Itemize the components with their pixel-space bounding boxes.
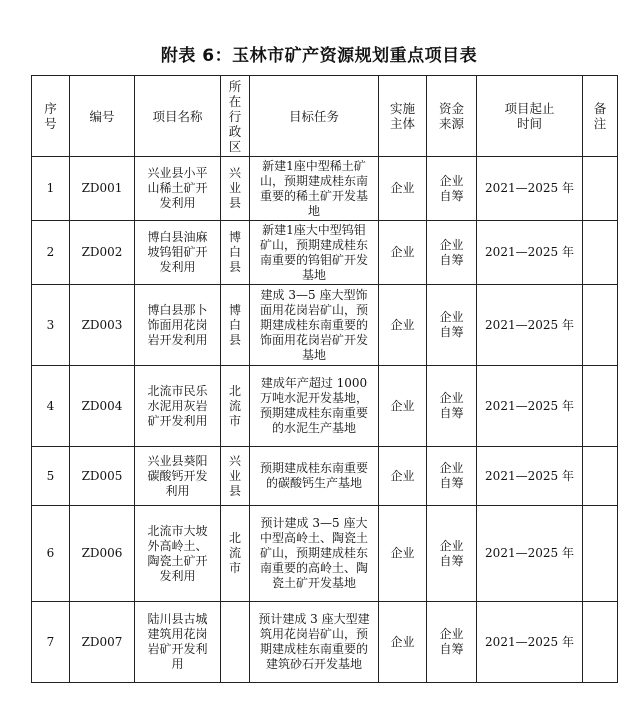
cell-period: 2021—2025 年 <box>477 447 583 506</box>
cell-district <box>221 506 250 602</box>
cell-task: 预期建成桂东南重要的碳酸钙生产基地 <box>250 447 379 506</box>
cell-funding: 企业 自筹 <box>427 447 477 506</box>
table-header-row <box>32 76 618 157</box>
header-name: 项目名称 <box>135 76 221 157</box>
cell-district <box>221 285 250 366</box>
cell-note <box>583 447 618 506</box>
cell-period: 2021—2025 年 <box>477 157 583 221</box>
cell-entity: 企业 <box>379 366 427 447</box>
cell-note <box>583 221 618 285</box>
header-entity: 实施 主体 <box>379 76 427 157</box>
table-row <box>32 285 618 366</box>
table-row <box>32 447 618 506</box>
cell-seq: 3 <box>32 285 70 366</box>
cell-code: ZD005 <box>70 447 135 506</box>
cell-district <box>221 447 250 506</box>
cell-seq: 4 <box>32 366 70 447</box>
cell-name: 陆川县古城建筑用花岗岩矿开发利用 <box>135 602 221 683</box>
table-row <box>32 366 618 447</box>
cell-period: 2021—2025 年 <box>477 602 583 683</box>
cell-funding: 企业 自筹 <box>427 506 477 602</box>
cell-note <box>583 602 618 683</box>
page-title: 附表 6：玉林市矿产资源规划重点项目表 <box>160 46 478 66</box>
cell-period: 2021—2025 年 <box>477 506 583 602</box>
cell-task: 预计建成 3 座大型建筑用花岗岩矿山，预期建成桂东南重要的建筑砂石开发基地 <box>250 602 379 683</box>
cell-code: ZD001 <box>70 157 135 221</box>
cell-district-text: 博白县 <box>229 302 242 347</box>
cell-seq: 1 <box>32 157 70 221</box>
cell-district-text: 兴业县 <box>229 453 242 498</box>
cell-note <box>583 506 618 602</box>
projects-table <box>31 75 618 683</box>
cell-district-text: 北流市 <box>229 383 242 428</box>
cell-entity: 企业 <box>379 506 427 602</box>
header-task: 目标任务 <box>250 76 379 157</box>
cell-period: 2021—2025 年 <box>477 285 583 366</box>
cell-entity: 企业 <box>379 285 427 366</box>
cell-period: 2021—2025 年 <box>477 221 583 285</box>
cell-task: 预计建成 3—5 座大中型高岭土、陶瓷土矿山，预期建成桂东南重要的高岭土、陶瓷土矿开发基地 <box>250 506 379 602</box>
cell-name: 博白县油麻坡钨钼矿开发利用 <box>135 221 221 285</box>
cell-district <box>221 221 250 285</box>
table-row <box>32 602 618 683</box>
cell-entity: 企业 <box>379 221 427 285</box>
cell-task: 新建1座大中型钨钼矿山，预期建成桂东南重要的钨钼矿开发基地 <box>250 221 379 285</box>
header-district-text: 所在行政区 <box>228 78 242 154</box>
header-seq: 序 号 <box>32 76 70 157</box>
cell-district <box>221 602 250 683</box>
cell-task: 建成 3—5 座大型饰面用花岗岩矿山，预期建成桂东南重要的饰面用花岗岩矿开发基地 <box>250 285 379 366</box>
cell-district-text: 北流市 <box>229 531 242 575</box>
cell-note <box>583 157 618 221</box>
cell-district-text: 兴业县 <box>229 166 242 210</box>
cell-entity: 企业 <box>379 447 427 506</box>
cell-name: 兴业县葵阳碳酸钙开发利用 <box>135 447 221 506</box>
cell-code: ZD006 <box>70 506 135 602</box>
cell-district-text: 博白县 <box>229 230 242 274</box>
cell-code: ZD007 <box>70 602 135 683</box>
cell-district <box>221 157 250 221</box>
cell-seq: 2 <box>32 221 70 285</box>
cell-entity: 企业 <box>379 602 427 683</box>
cell-note <box>583 366 618 447</box>
table-row <box>32 221 618 285</box>
cell-funding: 企业 自筹 <box>427 285 477 366</box>
table-row <box>32 506 618 602</box>
cell-code: ZD004 <box>70 366 135 447</box>
cell-funding: 企业 自筹 <box>427 221 477 285</box>
header-district <box>221 76 250 157</box>
cell-note <box>583 285 618 366</box>
cell-seq: 6 <box>32 506 70 602</box>
cell-funding: 企业 自筹 <box>427 366 477 447</box>
header-funding: 资金 来源 <box>427 76 477 157</box>
cell-task: 建成年产超过 1000 万吨水泥开发基地，预期建成桂东南重要的水泥生产基地 <box>250 366 379 447</box>
header-note: 备 注 <box>583 76 618 157</box>
cell-seq: 5 <box>32 447 70 506</box>
cell-code: ZD002 <box>70 221 135 285</box>
header-code: 编号 <box>70 76 135 157</box>
cell-period: 2021—2025 年 <box>477 366 583 447</box>
cell-name: 兴业县小平山稀土矿开发利用 <box>135 157 221 221</box>
cell-task: 新建1座中型稀土矿山，预期建成桂东南重要的稀土矿开发基地 <box>250 157 379 221</box>
cell-name: 北流市民乐水泥用灰岩矿开发利用 <box>135 366 221 447</box>
cell-name: 北流市大坡外高岭土、陶瓷土矿开发利用 <box>135 506 221 602</box>
cell-district <box>221 366 250 447</box>
cell-funding: 企业 自筹 <box>427 602 477 683</box>
cell-seq: 7 <box>32 602 70 683</box>
cell-name: 博白县那卜饰面用花岗岩开发利用 <box>135 285 221 366</box>
cell-entity: 企业 <box>379 157 427 221</box>
table-row <box>32 157 618 221</box>
cell-funding: 企业 自筹 <box>427 157 477 221</box>
header-period: 项目起止 时间 <box>477 76 583 157</box>
cell-code: ZD003 <box>70 285 135 366</box>
